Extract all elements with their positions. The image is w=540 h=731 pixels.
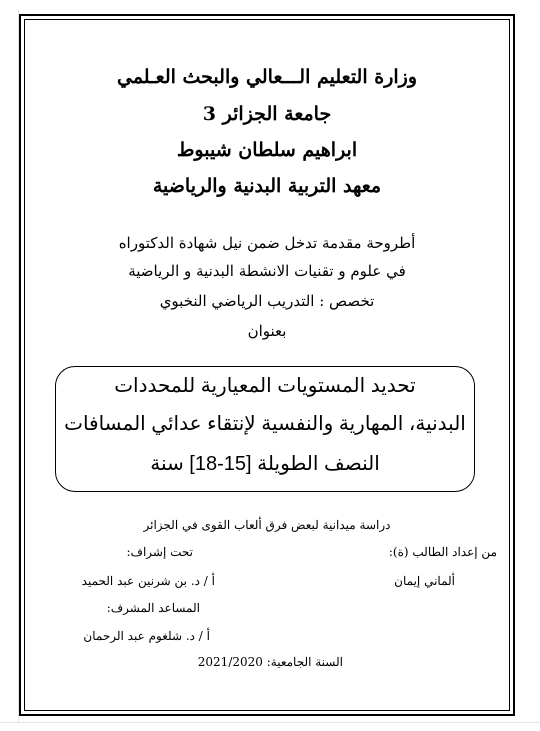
entitled-label: بعنوان: [247, 322, 287, 340]
supervisor-name: أ / د. بن شرنين عبد الحميد: [81, 574, 215, 588]
co-supervisor-label: المساعد المشرف:: [106, 601, 200, 615]
thesis-title-line-3: النصف الطويلة [15-18] سنة: [150, 453, 380, 475]
study-description: دراسة ميدانية لبعض فرق ألعاب القوى في الجزائر: [143, 518, 391, 532]
thesis-purpose: أطروحة مقدمة تدخل ضمن نيل شهادة الدكتوراه: [118, 234, 416, 252]
supervisor-label: تحت إشراف:: [126, 545, 193, 559]
student-label: من إعداد الطالب (ة):: [388, 545, 497, 559]
page-edge-left: [0, 10, 19, 722]
campus-name: ابراهيم سلطان شيبوط: [176, 139, 358, 161]
institute-name: معهد التربية البدنية والرياضية: [152, 175, 382, 197]
thesis-title-line-2: البدنية، المهارية والنفسية لإنتقاء عدائي المسافات: [64, 413, 466, 435]
thesis-title-box: [55, 366, 475, 492]
academic-year: السنة الجامعية: 2021/2020: [197, 655, 343, 669]
university-name: جامعة الجزائر 3: [202, 103, 332, 125]
ministry-name: وزارة التعليم الـــعالي والبحث العـلمي: [116, 66, 417, 88]
thesis-title-line-1: تحديد المستويات المعيارية للمحددات: [114, 375, 416, 397]
co-supervisor-name: أ / د. شلغوم عبد الرحمان: [83, 629, 210, 643]
student-name: ألماني إيمان: [394, 574, 455, 588]
thesis-specialty: تخصص : التدريب الرياضي النخبوي: [159, 292, 375, 310]
thesis-field: في علوم و تقنيات الانشطة البدنية و الرياضية: [128, 262, 406, 280]
